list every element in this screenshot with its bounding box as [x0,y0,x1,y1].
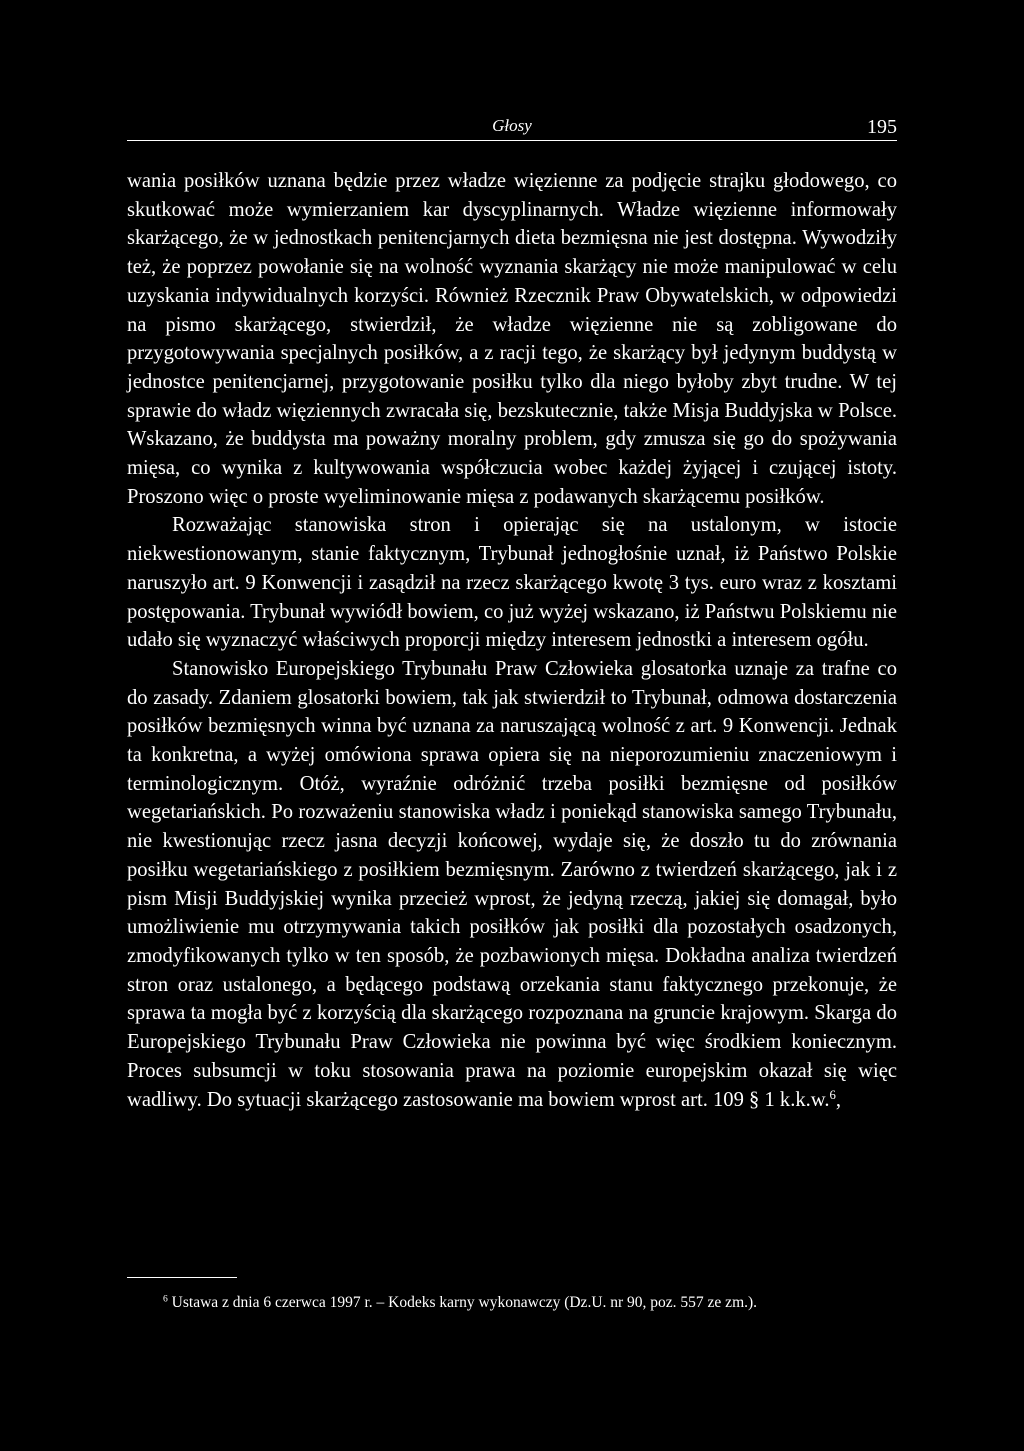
running-title: Głosy [492,116,532,135]
page-number: 195 [867,116,897,138]
paragraph-3 [127,655,897,1114]
body-text [127,167,897,1114]
footnote [127,1292,897,1314]
paragraph-2: Rozważając stanowiska stron i opierając się na ustalonym, w istocie niekwestionowanym, stanie faktycznym, Trybunał jednogłośnie uznał, iż Państwo Polskie naruszyło art. 9 Konwencji i zasądził na rzecz skarżącego kwotę 3 tys. euro wraz z kosztami postępowania. Trybunał wywiódł bowiem, co już wyżej wskazano, iż Państwu Polskiemu nie udało się wyznaczyć właściwych proporcji między interesem jednostki a interesem ogółu. [127,514,897,652]
paragraph-3-tail: , [835,1088,842,1111]
footnote-marker: 6 [163,1293,168,1305]
footnote-reference: 6 [829,1087,836,1102]
paragraph-3-text: Stanowisko Europejskiego Trybunału Praw Człowieka glosatorka uznaje za trafne co do zasady. Zdaniem glosatorki bowiem, tak jak stwierdził to Trybunał, odmowa dostarczenia posiłków bezmięsnych winna być uznana za naruszającą wolność z art. 9 Konwencji. Jednak ta konkretna, a wyżej omówiona sprawa opiera się na nieporozumieniu znaczeniowym i terminologicznym. Otóż, wyraźnie odróżnić trzeba posiłki bezmięsne od posiłków wegetariańskich. Po rozważeniu stanowiska władz i poniekąd stanowiska samego Trybunału, nie kwestionując rzecz jasna decyzji końcowej, wydaje się, że doszło tu do zrównania posiłku wegetariańskiego z posiłkiem bezmięsnym. Zarówno z twierdzeń skarżącego, jak i z pism Misji Buddyjskiej wynika przecież wprost, że jedyną rzeczą, jakiej się domagał, było umożliwienie mu otrzymywania takich posiłków jak posiłki dla pozostałych osadzonych, zmodyfikowanych tylko w ten sposób, że pozbawionych mięsa. Dokładna analiza twierdzeń stron oraz ustalonego, a będącego podstawą orzekania stanu faktycznego przekonuje, że sprawa ta mogła być z korzyścią dla skarżącego rozpoznana na gruncie krajowym. Skarga do Europejskiego Trybunału Praw Człowieka nie powinna być więc środkiem koniecznym. Proces subsumcji w toku stosowania prawa na poziomie europejskim okazał się więc wadliwy. Do sytuacji skarżącego zastosowanie ma bowiem wprost art. 109 § 1 k.k.w. [127,657,897,1111]
footnote-rule [127,1277,237,1278]
header-rule [127,140,897,141]
footnote-text: Ustawa z dnia 6 czerwca 1997 r. – Kodeks karny wykonawczy (Dz.U. nr 90, poz. 557 ze zm.). [167,1294,758,1311]
running-head [127,116,897,140]
paragraph-1: wania posiłków uznana będzie przez władze więzienne za podjęcie strajku głodowego, co skutkować może wymierzaniem kar dyscyplinarnych. Władze więzienne informowały skarżącego, że w jednostkach penitencjarnych dieta bezmięsna nie jest dostępna. Wywodziły też, że poprzez powołanie się na wolność wyznania skarżący nie może manipulować w celu uzyskania indywidualnych korzyści. Również Rzecznik Praw Obywatelskich, w odpowiedzi na pismo skarżącego, stwierdził, że władze więzienne nie są zobligowane do przygotowywania specjalnych posiłków, a z racji tego, że skarżący był jedynym buddystą w jednostce penitencjarnej, przygotowanie posiłku tylko dla niego byłoby zbyt trudne. W tej sprawie do władz więziennych zwracała się, bezskutecznie, także Misja Buddyjska w Polsce. Wskazano, że buddysta ma poważny moralny problem, gdy zmusza się go do spożywania mięsa, co wynika z kultywowania współczucia wobec każdej żyjącej i czującej istoty. Proszono więc o proste wyeliminowanie mięsa z podawanych skarżącemu posiłków. [127,170,897,508]
document-page [127,0,897,1451]
